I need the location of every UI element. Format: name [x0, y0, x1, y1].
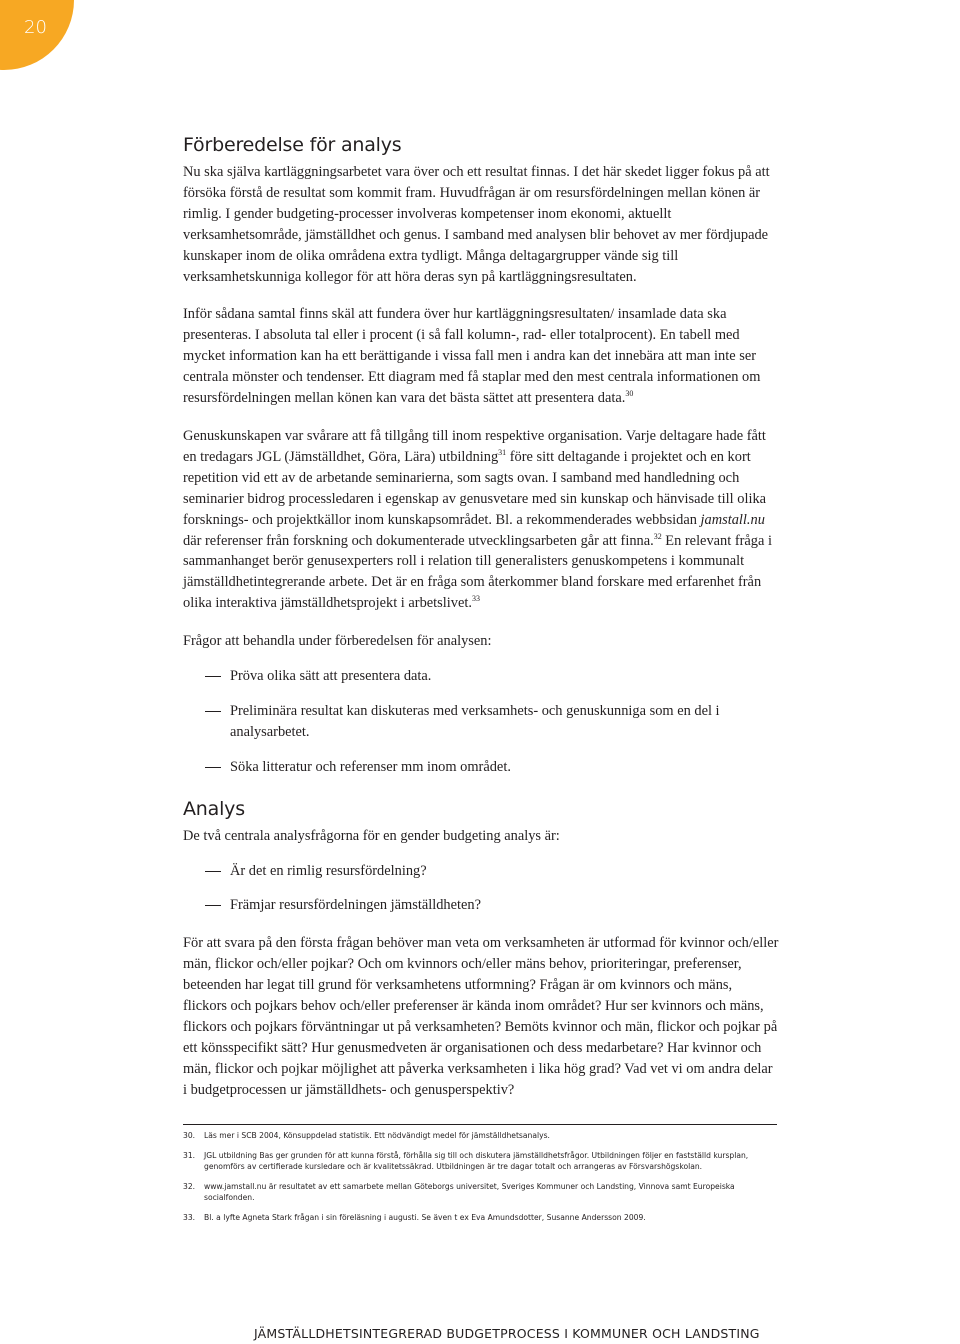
preparation-list [183, 666, 779, 778]
footnote-ref-33[interactable]: 33 [471, 594, 480, 604]
footnote-32 [183, 1181, 777, 1203]
section-title-analysis: Analys [183, 797, 245, 820]
text-segment: där referenser från forskning och dokumenterade utvecklingsarbeten går att finna. [183, 532, 654, 549]
main-content [183, 134, 779, 1101]
analysis-intro: De två centrala analysfrågorna för en gender budgeting analys är: [183, 827, 560, 844]
page-footer: JÄMSTÄLLDHETSINTEGRERAD BUDGETPROCESS I KOMMUNER OCH LANDSTING [254, 1326, 760, 1341]
footnote-number: 33. [183, 1213, 196, 1222]
website-link[interactable]: jamstall.nu [700, 511, 765, 528]
footnote-ref-32[interactable]: 32 [653, 531, 662, 541]
footnote-number: 30. [183, 1131, 196, 1140]
list-item: Söka litteratur och referenser mm inom området. [183, 757, 779, 778]
list-item: Pröva olika sätt att presentera data. [183, 666, 779, 687]
paragraph-presentation [183, 304, 779, 409]
footnote-33 [183, 1212, 777, 1223]
footnote-ref-30[interactable]: 30 [625, 389, 634, 399]
footnote-number: 32. [183, 1182, 196, 1191]
text-segment: En relevant fråga i sammanhanget berör genusexperters roll i relation till generalisters genuskompetens i kommunalt jämställdhetintegrerande arbete. Det är en fråga som återkommer bland forskare med erfarenhet från olika interaktiva jämställdhetsprojekt i arbetslivet. [183, 532, 772, 612]
paragraph-presentation-text: Inför sådana samtal finns skäl att fundera över hur kartläggningsresultaten/ insamlade data ska presenteras. I absoluta tal eller i procent (i så fall kolumn-, rad- eller totalprocent). En tabell med mycket information kan ha ett berättigande i vissa fall men i andra kan det innebära att man inte ser centrala mönster och tendenser. Ett diagram med få staplar med den mest centrala informationen om resursfördelningen mellan könen kan vara det bästa sättet att presentera data. [183, 306, 761, 407]
list-item: Är det en rimlig resursfördelning? [183, 861, 779, 882]
analysis-list [183, 861, 779, 917]
footnote-31 [183, 1150, 777, 1172]
footnote-30 [183, 1130, 777, 1141]
text-segment: före sitt deltagande i projektet och en kort repetition vid ett av de arbetande seminarierna, som sagts ovan. I samband med handledning och seminarier bidrog processledaren i egenskap av genusvetare med sin kunskap och hänvisade till olika forsknings- och projektkällor inom kunskapsområdet. Bl. a rekommenderades webbsidan [183, 448, 767, 528]
section-title-preparation: Förberedelse för analys [183, 134, 402, 156]
footnote-text: Bl. a lyfte Agneta Stark frågan i sin föreläsning i augusti. Se även t ex Eva Amundsdotter, Susanne Andersson 2009. [204, 1213, 646, 1222]
list-item: Preliminära resultat kan diskuteras med verksamhets- och genuskunniga som en del i analysarbetet. [183, 701, 779, 743]
footnote-divider [183, 1124, 777, 1125]
paragraph-intro: Nu ska själva kartläggningsarbetet vara över och ett resultat finnas. I det här skedet ligger fokus på att försöka förstå de resultat som kommit fram. Huvudfrågan är om resursfördelningen mellan könen är rimlig. I gender budgeting-processer involveras kompetenser inom ekonomi, aktuellt verksamhetsområde, jämställdhet och genus. I samband med analysen blir behovet av mer fördjupade kunskaper inom de olika områdena extra tydligt. Många deltagargrupper vände sig till verksamhetskunniga kollegor för att höra deras syn på kartläggningsresultaten. [183, 164, 770, 285]
paragraph-analysis: För att svara på den första frågan behöver man veta om verksamheten är utformad för kvinnor och/eller män, flickor och/eller pojkar? Och om kvinnors och/eller mäns behov, prioriteringar, preferenser, beteenden har legat till grund för verksamhetens utformning? Frågan är om kvinnors och mäns, flickors och pojkars behov och/eller preferenser är kända inom området? Hur ser kvinnors och mäns, flickors och pojkars förväntningar ut på verksamheten? Bemöts kvinnor och män, flickor och pojkar på ett könsspecifikt sätt? Hur genusmedveten är organisationen och dess medarbetare? Har kvinnor och män, flickor och pojkar möjlighet att påverka verksamheten i lika hög grad? Vad vet vi om andra delar i budgetprocessen ur jämställdhets- och genusperspektiv? [183, 935, 779, 1098]
page-number: 20 [24, 17, 47, 38]
footnote-text: JGL utbildning Bas ger grunden för att kunna förstå, förhålla sig till och diskutera jämställdhetsfrågor. Utbildningen följer en fastställd kursplan, genomförs av certifierade kursledare och är kvalitetssäkrad. Utbildningen är tre dagar totalt och arrangeras av Försvarshögskolan. [204, 1151, 749, 1171]
text-segment: Genuskunskapen var svårare att få tillgång till inom respektive organisation. Varje deltagare hade fått en tredagars JGL (Jämställdhet, Göra, Lära) utbildning [183, 427, 766, 465]
list-item: Främjar resursfördelningen jämställdheten? [183, 895, 779, 916]
footnote-text: Läs mer i SCB 2004, Könsuppdelad statistik. Ett nödvändigt medel för jämställdhetsanalys. [204, 1131, 550, 1140]
footnote-number: 31. [183, 1151, 196, 1160]
footnote-ref-31[interactable]: 31 [498, 447, 507, 457]
footnote-text: www.jamstall.nu är resultatet av ett samarbete mellan Göteborgs universitet, Sveriges Kommuner och Landsting, Vinnova samt Europeiska socialfonden. [204, 1182, 735, 1202]
list-intro: Frågor att behandla under förberedelsen för analysen: [183, 633, 492, 650]
paragraph-gender-knowledge [183, 426, 779, 614]
footnotes [183, 1130, 777, 1232]
